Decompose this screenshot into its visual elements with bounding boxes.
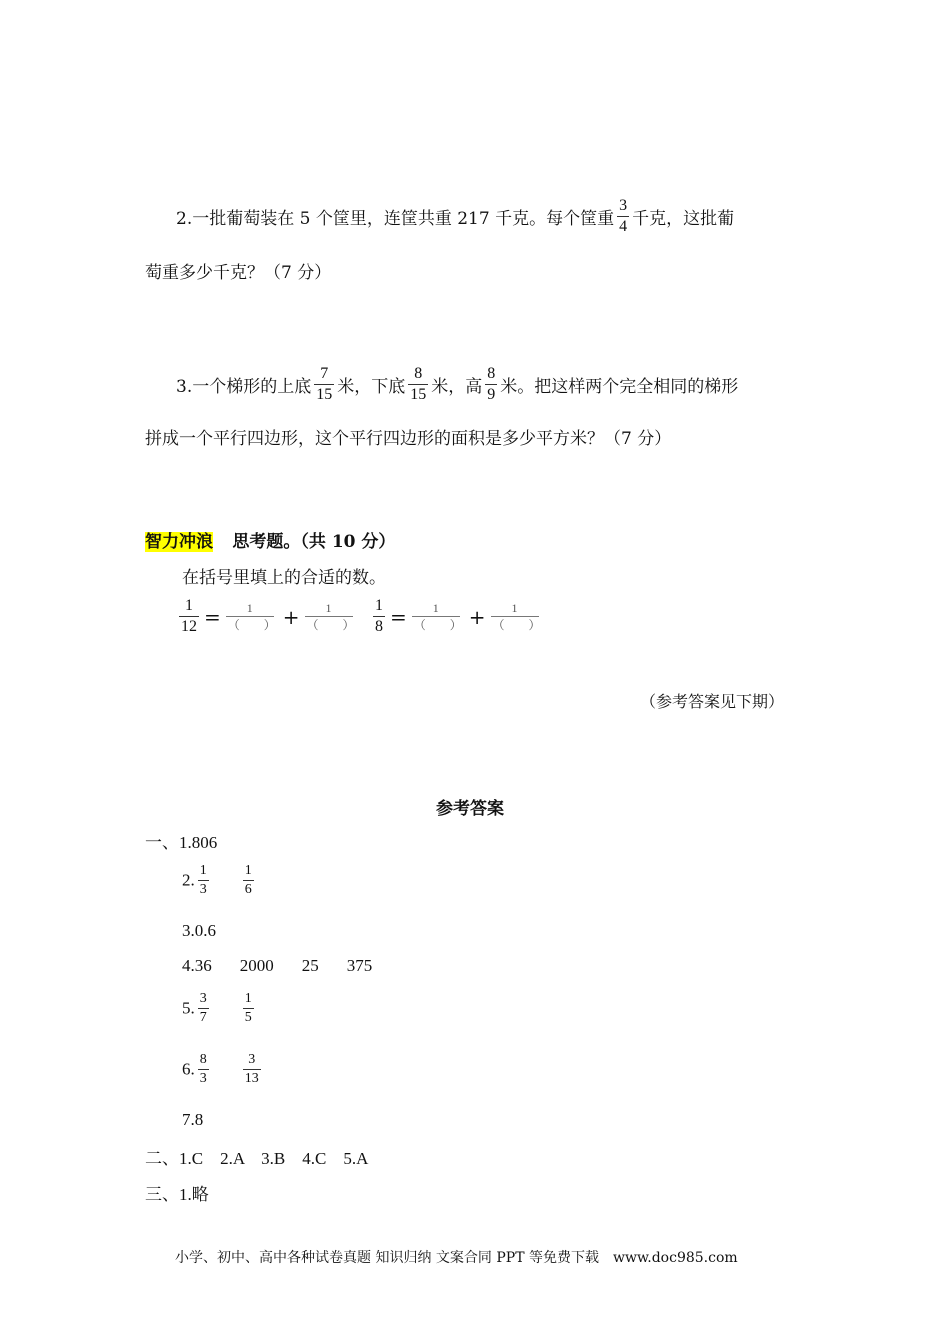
- eq2-blank-fraction-1: $\frac{1}{( )}$: [413, 601, 462, 632]
- part-one-label: 一、: [145, 833, 179, 852]
- answer-5-fraction-1: $\frac{3}{7}$: [199, 991, 207, 1025]
- answer-1-value: 1.806: [179, 833, 218, 852]
- answer-6: 6. $\frac{8}{3}$ $\frac{3}{13}$: [182, 1052, 259, 1086]
- q2-text-b: 千克，这批葡: [632, 209, 735, 229]
- answers-title: 参考答案: [436, 799, 504, 819]
- answer-1: [145, 828, 217, 853]
- question-3-line-2: 拼成一个平行四边形，这个平行四边形的面积是多少平方米？（7 分）: [145, 429, 672, 449]
- eq2-lhs-fraction: $\frac{1}{8}$: [375, 597, 383, 635]
- eq1-lhs-fraction: $\frac{1}{12}$: [181, 597, 197, 635]
- answer-2-fraction-2: $\frac{1}{6}$: [244, 863, 252, 897]
- answer-6-fraction-1: $\frac{8}{3}$: [199, 1052, 207, 1086]
- section-title: 思考题。（共 10 分）: [232, 532, 396, 552]
- footer-text: 小学、初中、高中各种试卷真题 知识归纳 文案合同 PPT 等免费下载 www.doc985.com: [175, 1250, 738, 1266]
- question-2-line-2: 萄重多少千克？（7 分）: [145, 263, 332, 283]
- q3-text-2: 米，下底: [337, 377, 406, 397]
- equals-sign: =: [204, 604, 221, 629]
- q3-fraction-top-base: $\frac{7}{15}$: [316, 365, 333, 403]
- answer-4: 4.36 2000 25 375: [182, 956, 373, 975]
- equation-2: [370, 598, 546, 635]
- part-three-answers: 三、1.略: [145, 1185, 209, 1204]
- q3-text-3: 米，高: [431, 377, 483, 397]
- answer-3: 3.0.6: [182, 921, 216, 940]
- answer-7: 7.8: [182, 1110, 204, 1129]
- answer-5: 5. $\frac{3}{7}$ $\frac{1}{5}$: [182, 991, 252, 1025]
- plus-sign: +: [282, 604, 300, 629]
- q3-fraction-bottom-base: $\frac{8}{15}$: [410, 365, 427, 403]
- eq1-blank-fraction-1: $\frac{1}{( )}$: [227, 601, 276, 632]
- answer-6-fraction-2: $\frac{3}{13}$: [244, 1052, 259, 1086]
- equation-1: [176, 598, 360, 635]
- q2-text-a: 2.一批葡萄装在 5 个筐里，连筐共重 217 千克。每个筐重: [176, 209, 615, 229]
- section-heading: [145, 527, 395, 552]
- answer-5-fraction-2: $\frac{1}{5}$: [244, 991, 252, 1025]
- q2-fraction: $\frac{3}{4}$: [619, 197, 628, 235]
- eq1-blank-fraction-2: $\frac{1}{( )}$: [306, 601, 355, 632]
- answer-2-fraction-1: $\frac{1}{3}$: [199, 863, 207, 897]
- part-two-answers: 二、1.C 2.A 3.B 4.C 5.A: [145, 1149, 369, 1168]
- q3-fraction-height: $\frac{8}{9}$: [487, 365, 496, 403]
- q3-text-1: 3.一个梯形的上底: [176, 377, 312, 397]
- equals-sign: =: [390, 604, 407, 629]
- eq2-blank-fraction-2: $\frac{1}{( )}$: [492, 601, 541, 632]
- answer-2: 2. $\frac{1}{3}$ $\frac{1}{6}$: [182, 863, 252, 897]
- answer-note: （参考答案见下期）: [640, 692, 785, 711]
- plus-sign: +: [468, 604, 486, 629]
- question-2-line-1: [176, 198, 734, 235]
- section-instruction: 在括号里填上的合适的数。: [182, 568, 386, 588]
- section-tag: 智力冲浪: [145, 532, 213, 552]
- question-3-line-1: [176, 366, 738, 403]
- q3-text-4: 米。把这样两个完全相同的梯形: [500, 377, 739, 397]
